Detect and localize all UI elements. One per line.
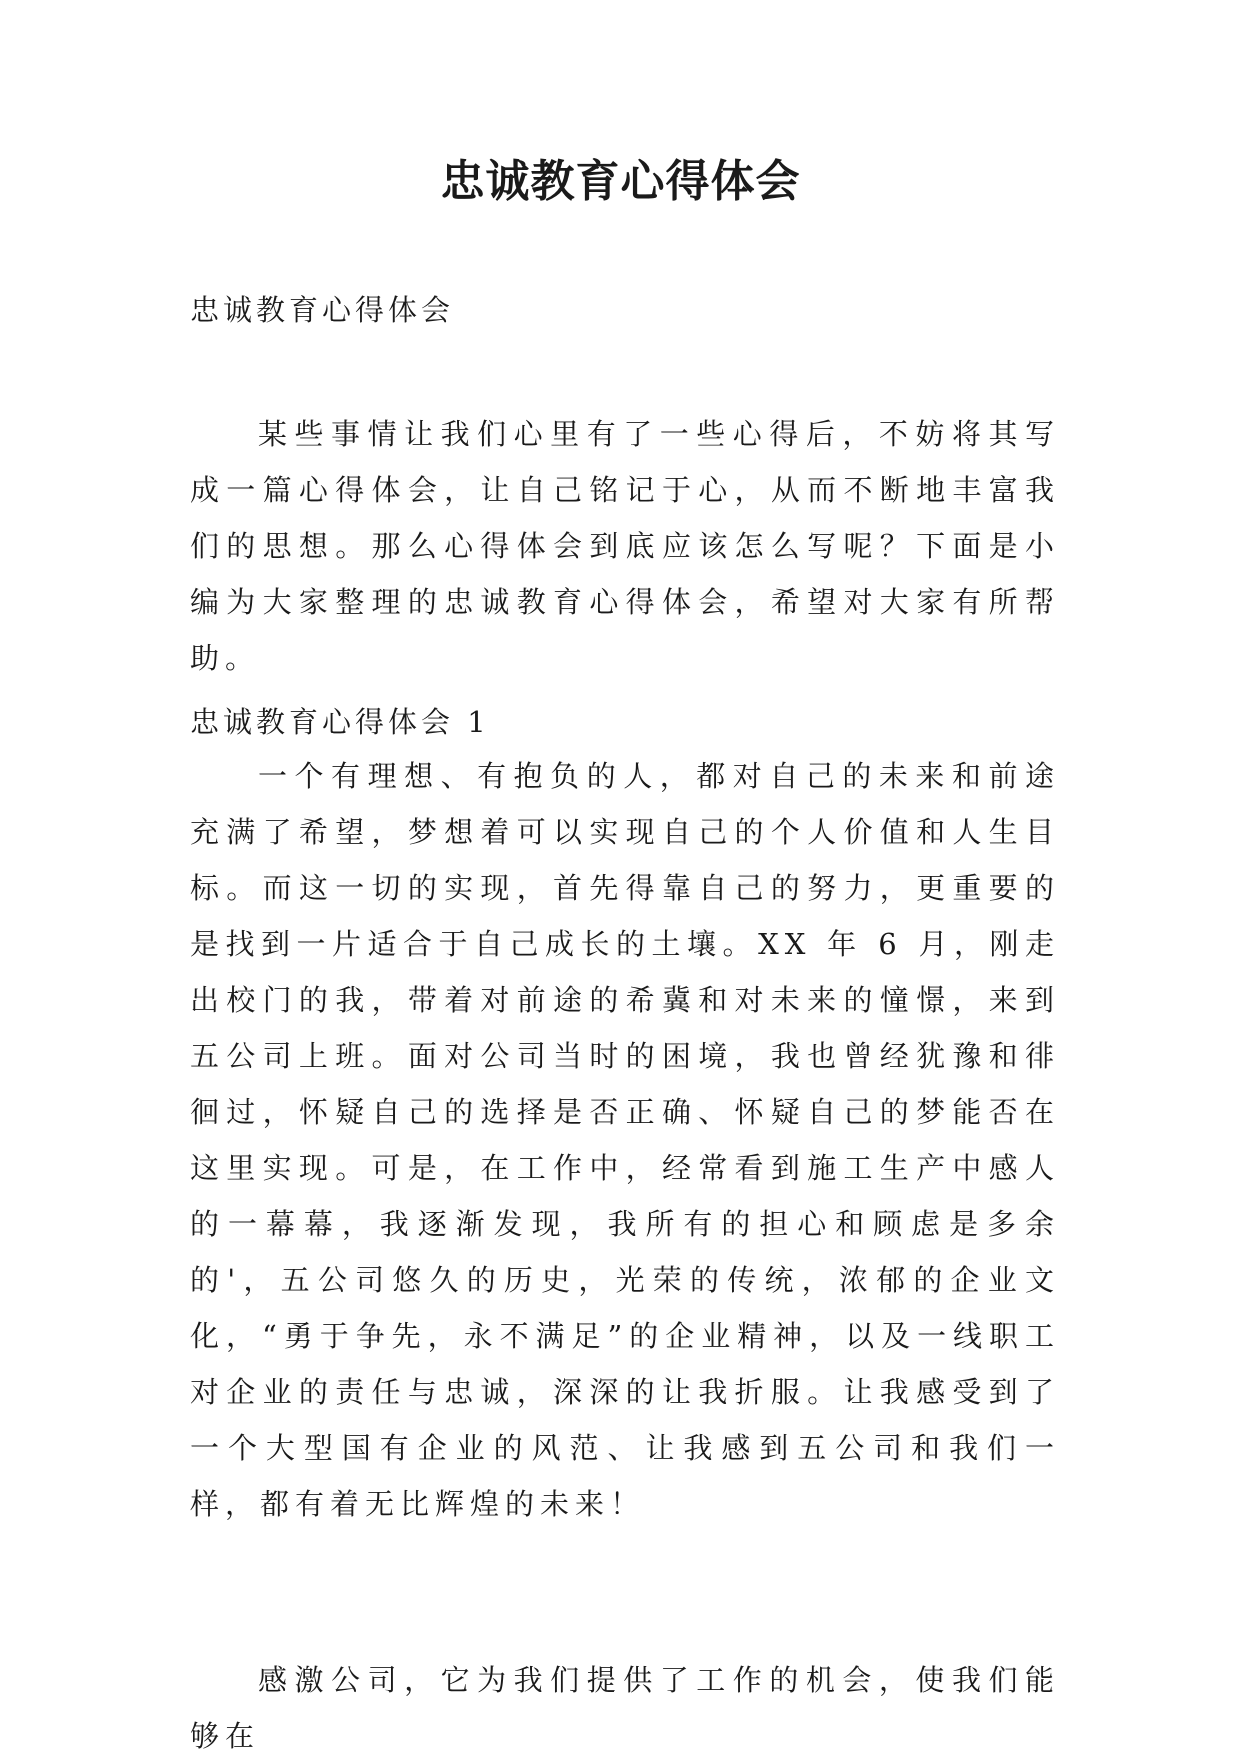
document-title: 忠诚教育心得体会: [440, 156, 801, 207]
section-paragraph-continued: 感激公司，它为我们提供了工作的机会，使我们能够在: [190, 1663, 1060, 1753]
section-heading: 忠诚教育心得体会 1: [190, 705, 490, 739]
document-subtitle: 忠诚教育心得体会: [190, 293, 455, 327]
intro-paragraph: 某些事情让我们心里有了一些心得后，不妨将其写成一篇心得体会，让自己铭记于心，从而不断地丰富我们的思想。那么心得体会到底应该怎么写呢？下面是小编为大家整理的忠诚教育心得体会，希望对大家有所帮助。: [190, 417, 1060, 675]
section-paragraph: 一个有理想、有抱负的人，都对自己的未来和前途充满了希望，梦想着可以实现自己的个人价值和人生目标。而这一切的实现，首先得靠自己的努力，更重要的是找到一片适合于自己成长的土壤。XX 年 6 月，刚走出校门的我，带着对前途的希冀和对未来的憧憬，来到五公司上班。面对公司当时的困境，我也曾经犹豫和徘徊过，怀疑自己的选择是否正确、怀疑自己的梦能否在这里实现。可是，在工作中，经常看到施工生产中感人的一幕幕，我逐渐发现，我所有的担心和顾虑是多余的'，五公司悠久的历史，光荣的传统，浓郁的企业文化，“勇于争先，永不满足”的企业精神，以及一线职工对企业的责任与忠诚，深深的让我折服。让我感受到了一个大型国有企业的风范、让我感到五公司和我们一样，都有着无比辉煌的未来！: [190, 759, 1060, 1521]
